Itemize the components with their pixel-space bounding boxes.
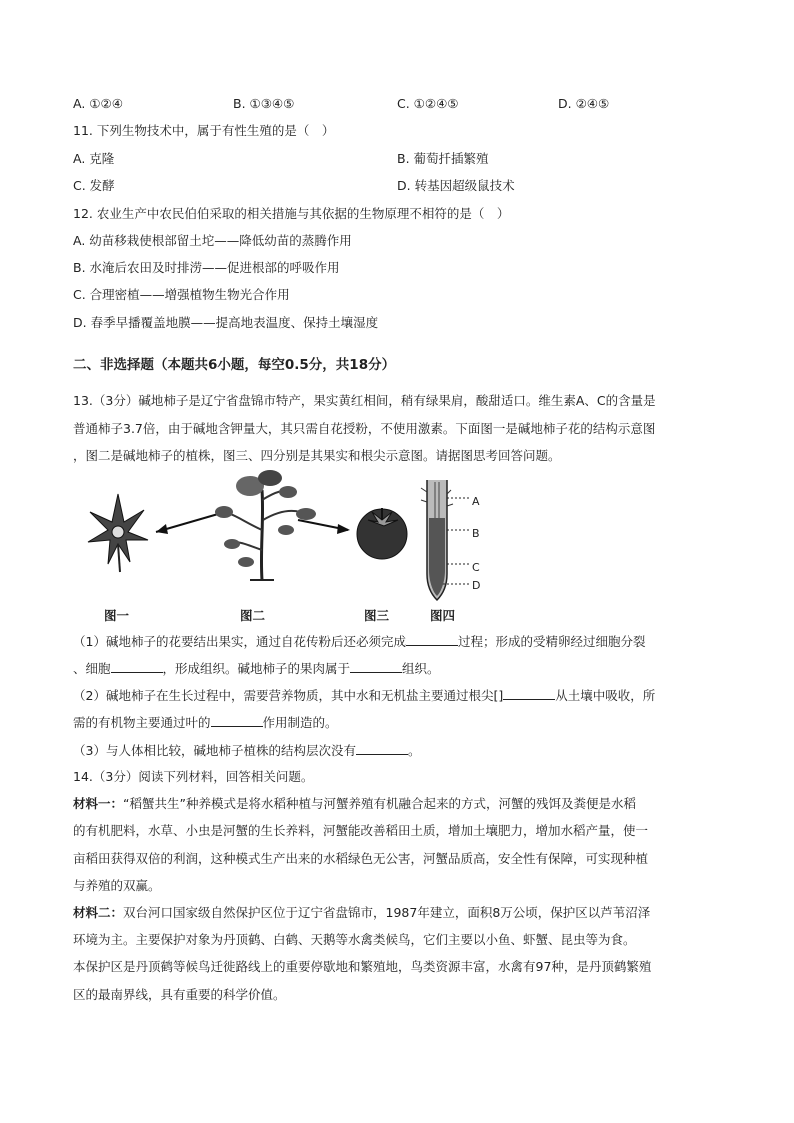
q14-material2-line3: 本保护区是丹顶鹤等候鸟迁徙路线上的重要停歇地和繁殖地，鸟类资源丰富，水禽有97种，是丹顶鹤繁殖 [73, 959, 652, 974]
material1-text: “稻蟹共生”种养模式是将水稻种植与河蟹养殖有机融合起来的方式，河蟹的残饵及粪便是水稻 [123, 796, 636, 811]
q13-p3b: 。 [407, 743, 421, 758]
q10-option-c: C. ①②④⑤ [397, 96, 459, 111]
q14-stem: 14.（3分）阅读下列材料，回答相关问题。 [73, 769, 314, 784]
q13-p1a: （1）碱地柿子的花要结出果实，通过自花传粉后还必须完成 [73, 634, 406, 649]
q13-part1-line2 [73, 659, 440, 678]
q13-p1d: ，形成组织。碱地柿子的果肉属于 [162, 661, 351, 676]
material1-label: 材料一： [73, 796, 124, 811]
q11-option-a: A. 克隆 [73, 151, 115, 166]
q13-p1e: 组织。 [402, 661, 440, 676]
q14-material2-line4: 区的最南界线，具有重要的科学价值。 [73, 987, 286, 1002]
q14-material1-line3: 亩稻田获得双倍的利润，这种模式生产出来的水稻绿色无公害，河蟹品质高，安全性有保障，可实现种植 [73, 851, 649, 866]
plant-figure [215, 470, 316, 580]
q12-option-c: C. 合理密植——增强植物生物光合作用 [73, 287, 290, 302]
root-label-d: D [472, 579, 481, 592]
q13-p3a: （3）与人体相比较，碱地柿子植株的结构层次没有 [73, 743, 356, 758]
q13-p1c: 、细胞 [73, 661, 111, 676]
q13-intro-line-3: ，图二是碱地柿子的植株，图三、四分别是其果实和根尖示意图。请据图思考回答问题。 [73, 448, 561, 463]
q13-p2b: 从土壤中吸收，所 [555, 688, 656, 703]
q13-part3 [73, 741, 420, 760]
q12-option-d: D. 春季早播覆盖地膜——提高地表温度、保持土壤湿度 [73, 315, 379, 330]
q12-option-b: B. 水淹后农田及时排涝——促进根部的呼吸作用 [73, 260, 340, 275]
q11-option-c: C. 发酵 [73, 178, 115, 193]
arrow-left-icon [156, 512, 225, 534]
q10-option-a: A. ①②④ [73, 96, 123, 111]
caption-fig1: 图一 [104, 608, 130, 623]
q12-stem: 12. 农业生产中农民伯伯采取的相关措施与其依据的生物原理不相符的是（ ） [73, 206, 510, 221]
caption-fig4: 图四 [430, 608, 456, 623]
q14-material2-line2: 环境为主。主要保护对象为丹顶鹤、白鹤、天鹅等水禽类候鸟，它们主要以小鱼、虾蟹、昆虫等为食。 [73, 932, 636, 947]
q13-part2-line1 [73, 686, 655, 705]
q14-material1-line1 [73, 795, 636, 813]
material2-label: 材料二： [73, 905, 124, 920]
q13-part2-line2 [73, 713, 338, 732]
answer-blank[interactable] [503, 686, 555, 700]
q13-p1b: 过程；形成的受精卵经过细胞分裂 [457, 634, 646, 649]
answer-blank[interactable] [350, 659, 402, 673]
q11-stem: 11. 下列生物技术中，属于有性生殖的是（ ） [73, 123, 335, 138]
flower-figure [88, 494, 148, 572]
caption-fig3: 图三 [364, 608, 390, 623]
answer-blank[interactable] [406, 632, 458, 646]
answer-blank[interactable] [211, 713, 263, 727]
fruit-figure [357, 508, 407, 559]
q14-material1-line4: 与养殖的双赢。 [73, 878, 161, 893]
root-label-a: A [472, 495, 480, 508]
q13-figures [70, 470, 490, 610]
q10-option-d: D. ②④⑤ [558, 96, 610, 111]
q14-material2-line1 [73, 904, 650, 922]
root-tip-figure [421, 480, 470, 600]
q14-material1-line2: 的有机肥料，水草、小虫是河蟹的生长养料，河蟹能改善稻田土质，增加土壤肥力，增加水稻产量，使一 [73, 823, 649, 838]
q11-option-b: B. 葡萄扦插繁殖 [397, 151, 489, 166]
q11-option-d: D. 转基因超级鼠技术 [397, 178, 515, 193]
answer-blank[interactable] [356, 741, 408, 755]
root-label-b: B [472, 527, 480, 540]
q12-option-a: A. 幼苗移栽使根部留土坨——降低幼苗的蒸腾作用 [73, 233, 352, 248]
material2-text: 双台河口国家级自然保护区位于辽宁省盘锦市，1987年建立，面积8万公顷，保护区以芦苇沼泽 [123, 905, 651, 920]
q10-option-b: B. ①③④⑤ [233, 96, 295, 111]
section-title: 二、非选择题（本题共6小题，每空0.5分，共18分） [73, 357, 396, 373]
q13-p2c: 需的有机物主要通过叶的 [73, 715, 211, 730]
q13-intro-line-2: 普通柿子3.7倍，由于碱地含钾量大，其只需自花授粉，不使用激素。下面图一是碱地柿子花的结构示意图 [73, 421, 656, 436]
answer-blank[interactable] [111, 659, 163, 673]
q13-intro-line-1: 13.（3分）碱地柿子是辽宁省盘锦市特产，果实黄红相间，稍有绿果肩，酸甜适口。维生素A、C的含量是 [73, 393, 656, 408]
q13-part1-line1 [73, 632, 645, 651]
arrow-right-icon [298, 520, 350, 534]
root-label-c: C [472, 561, 480, 574]
q13-p2a: （2）碱地柿子在生长过程中，需要营养物质，其中水和无机盐主要通过根尖[] [73, 688, 504, 703]
q13-p2d: 作用制造的。 [262, 715, 338, 730]
caption-fig2: 图二 [240, 608, 266, 623]
